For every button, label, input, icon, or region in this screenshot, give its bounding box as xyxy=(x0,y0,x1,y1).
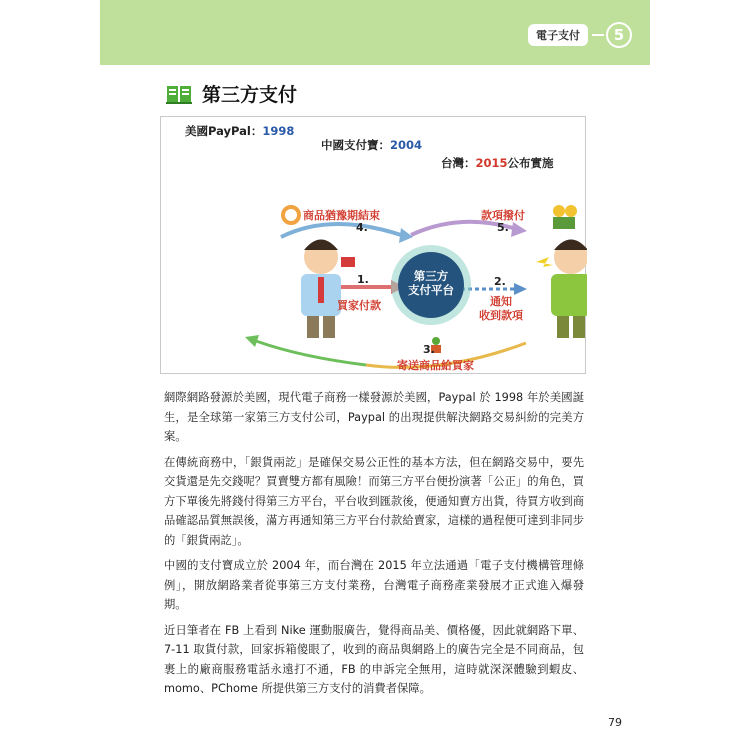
chapter-label: 電子支付 xyxy=(528,24,588,46)
chapter-tag xyxy=(528,22,632,48)
timeline-us: 美國PayPal：1998 xyxy=(185,124,295,138)
page-title: 第三方支付 xyxy=(202,84,298,106)
step2-number: 2. xyxy=(494,275,506,288)
book-page xyxy=(100,0,650,750)
paragraph: 中國的支付寶成立於 2004 年，而台灣在 2015 年立法通過「電子支付機構管理條例」，開放網路業者從事第三方支付業務，台灣電子商務產業發展才正式進入爆發期。 xyxy=(164,559,584,611)
step1-label: 買家付款 xyxy=(337,299,381,312)
book-icon xyxy=(166,83,192,105)
step5-label: 款項撥付 xyxy=(481,209,525,222)
body-text xyxy=(164,388,584,705)
section-title xyxy=(166,80,297,107)
payment-flow-figure xyxy=(160,116,586,374)
step5-number: 5. xyxy=(497,221,509,234)
chapter-number: 5 xyxy=(606,22,632,48)
timeline-tw: 台灣：2015公布實施 xyxy=(441,156,554,170)
paragraph: 近日筆者在 FB 上看到 Nike 運動服廣告，覺得商品美、價格優，因此就網路下單、7-11 取貨付款，回家拆箱傻眼了，收到的商品與網路上的廣告完全是不同商品，包裹上的廠商服務電話永遠打不通，FB 的申訴完全無用，這時就深深體驗到蝦皮、momo、PChome 所提供第三方支付的消費者保障。 xyxy=(164,623,584,695)
step4-number: 4. xyxy=(356,221,368,234)
timeline-cn: 中國支付寶：2004 xyxy=(321,138,423,152)
arrow-icon xyxy=(592,34,604,36)
paragraph: 網際網路發源於美國，現代電子商務一樣發源於美國，Paypal 於 1998 年於美國誕生，是全球第一家第三方支付公司，Paypal 的出現提供解決網路交易糾紛的完美方案。 xyxy=(164,391,584,443)
flow-arrows xyxy=(161,117,587,375)
step4-label: 商品猶豫期結束 xyxy=(303,209,380,222)
step1-number: 1. xyxy=(357,273,369,286)
paragraph: 在傳統商務中，「銀貨兩訖」是確保交易公正性的基本方法，但在網路交易中，要先交貨還是先交錢呢？買賣雙方都有風險！而第三方平台便扮演著「公正」的角色，買方下單後先將錢付得第三方平台，平台收到匯款後，便通知賣方出貨，待買方收到商品確認品質無誤後，滿方再通知第三方平台付款給賣家，這樣的過程便可達到非同步的「銀貨兩訖」。 xyxy=(164,455,584,547)
center-platform-label: 第三方 支付平台 xyxy=(408,269,454,297)
step2-label: 通知 收到款項 xyxy=(479,295,523,322)
page-number: 79 xyxy=(608,716,622,729)
step3-number: 3. xyxy=(423,343,435,356)
step3-label: 寄送商品給買家 xyxy=(397,359,474,372)
header-band xyxy=(100,0,650,65)
